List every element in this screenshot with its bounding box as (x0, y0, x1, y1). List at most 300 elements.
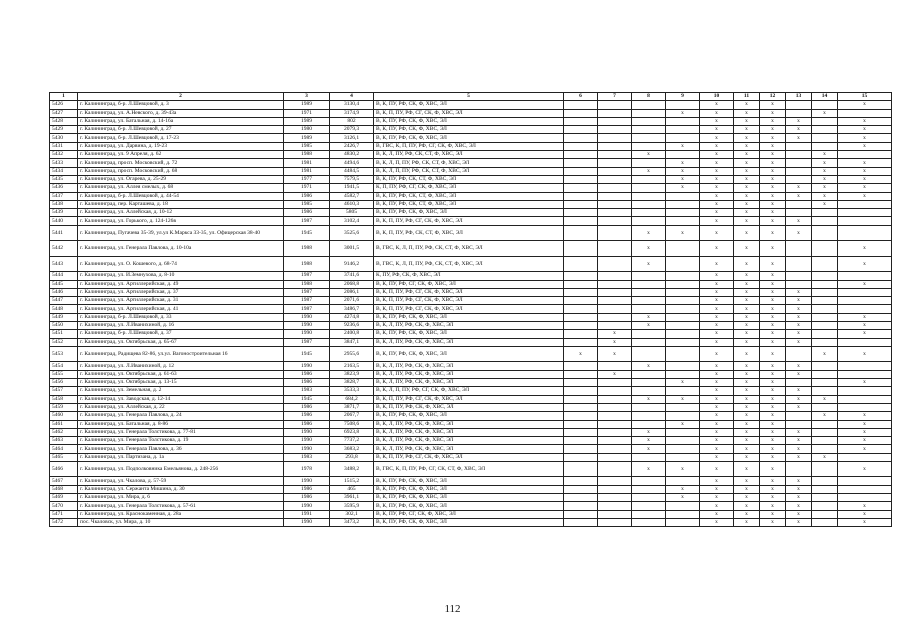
mark-cell-col-7 (598, 453, 632, 461)
mark-cell-col-11: x (734, 117, 760, 125)
mark-cell-col-7 (598, 159, 632, 167)
mark-cell-col-13 (786, 272, 812, 280)
year-cell: 1990 (284, 362, 330, 370)
address-cell: г. Калининград, Пугачева 35-39, ул.ул К.Маркса 33-35, ул. Офицерская 38-40 (78, 225, 284, 241)
area-cell: 3828,7 (330, 379, 374, 387)
mark-cell-col-10: x (700, 437, 734, 445)
mark-cell-col-10: x (700, 362, 734, 370)
mark-cell-col-12: x (760, 126, 786, 134)
mark-cell-col-14 (812, 428, 838, 436)
mark-cell-col-7 (598, 412, 632, 420)
mark-cell-col-9 (666, 256, 700, 272)
mark-cell-col-10: x (700, 387, 734, 395)
work-types-cell: В, К, Л, ПУ, РФ, СК, Ф, ХВС, ЭЛ (374, 370, 564, 378)
address-cell: г. Калининград, ул. Л.Иванихиной, д. 12 (78, 362, 284, 370)
mark-cell-col-7 (598, 184, 632, 192)
work-types-cell: В, К, ПУ, РФ, СК, Ф, ХВС, ЭЛ (374, 494, 564, 502)
mark-cell-col-12: x (760, 288, 786, 296)
mark-cell-col-11: x (734, 217, 760, 225)
mark-cell-col-9: x (666, 379, 700, 387)
mark-cell-col-11: x (734, 502, 760, 510)
address-cell: г. Калининград, ул. Мира, д. 6 (78, 494, 284, 502)
work-types-cell: В, ГВС, К, Л, П, ПУ, РФ, СК, СТ, Ф, ХВС, ЭЛ (374, 241, 564, 257)
mark-cell-col-13 (786, 346, 812, 362)
table-row (50, 272, 892, 280)
table-row (50, 485, 892, 493)
mark-cell-col-11: x (734, 445, 760, 453)
mark-cell-col-8: x (632, 225, 666, 241)
mark-cell-col-11: x (734, 485, 760, 493)
table-row (50, 346, 892, 362)
mark-cell-col-13: x (786, 510, 812, 518)
mark-cell-col-8 (632, 159, 666, 167)
work-types-cell: В, К, Л, П, ПУ, РФ, СК, СТ, Ф, ХВС, ЭЛ (374, 167, 564, 175)
work-types-cell: В, К, ПУ, РФ, СК, Ф, ХВС, ЭЛ (374, 412, 564, 420)
area-cell: 3525,6 (330, 225, 374, 241)
mark-cell-col-6 (564, 288, 598, 296)
column-header-1: 1 (50, 93, 78, 101)
mark-cell-col-8 (632, 117, 666, 125)
mark-cell-col-6 (564, 330, 598, 338)
mark-cell-col-10: x (700, 330, 734, 338)
mark-cell-col-14 (812, 288, 838, 296)
address-cell: пос. Чкаловск, ул. Мира, д. 10 (78, 518, 284, 526)
mark-cell-col-6 (564, 159, 598, 167)
table-body (50, 101, 892, 527)
area-cell: 3001,5 (330, 241, 374, 257)
mark-cell-col-15: x (838, 518, 892, 526)
mark-cell-col-11: x (734, 387, 760, 395)
table-row (50, 322, 892, 330)
mark-cell-col-7: x (598, 346, 632, 362)
work-types-cell: В, К, ПУ, РФ, СК, Ф, ХВС, ЭЛ (374, 313, 564, 321)
mark-cell-col-15 (838, 453, 892, 461)
area-cell: 2067,7 (330, 412, 374, 420)
mark-cell-col-13 (786, 151, 812, 159)
area-cell: 2163,5 (330, 362, 374, 370)
year-cell: 1988 (284, 151, 330, 159)
mark-cell-col-7 (598, 192, 632, 200)
year-cell: 1971 (284, 184, 330, 192)
mark-cell-col-12: x (760, 379, 786, 387)
mark-cell-col-9 (666, 134, 700, 142)
address-cell: г. Калининград, ул. Подполковника Емельянова, д. 248-256 (78, 461, 284, 477)
row-number-cell: 5453 (50, 346, 78, 362)
mark-cell-col-13 (786, 241, 812, 257)
row-number-cell: 5438 (50, 200, 78, 208)
address-cell: г. Калининград, ул. Октябрьская, д. 13-15 (78, 379, 284, 387)
mark-cell-col-7 (598, 387, 632, 395)
mark-cell-col-13 (786, 101, 812, 109)
mark-cell-col-13: x (786, 217, 812, 225)
row-number-cell: 5462 (50, 428, 78, 436)
mark-cell-col-7 (598, 200, 632, 208)
mark-cell-col-14: x (812, 346, 838, 362)
column-header-14: 14 (812, 93, 838, 101)
area-cell: 4494,6 (330, 159, 374, 167)
mark-cell-col-15 (838, 338, 892, 346)
mark-cell-col-7 (598, 305, 632, 313)
mark-cell-col-6: x (564, 346, 598, 362)
mark-cell-col-12: x (760, 485, 786, 493)
row-number-cell: 5456 (50, 379, 78, 387)
work-types-cell: В, К, П, ПУ, РФ, СГ, СК, Ф, ХВС, ЭЛ (374, 297, 564, 305)
row-number-cell: 5433 (50, 159, 78, 167)
mark-cell-col-6 (564, 370, 598, 378)
address-cell: г. Калининград, ул. Артиллерийская, д. 31 (78, 297, 284, 305)
mark-cell-col-12: x (760, 330, 786, 338)
row-number-cell: 5447 (50, 297, 78, 305)
area-cell: 4484,5 (330, 167, 374, 175)
row-number-cell: 5460 (50, 412, 78, 420)
work-types-cell: В, К, ПУ, РФ, СК, СТ, Ф, ХВС, ЭЛ (374, 175, 564, 183)
mark-cell-col-12: x (760, 109, 786, 117)
mark-cell-col-11: x (734, 494, 760, 502)
mark-cell-col-12: x (760, 322, 786, 330)
area-cell: 2071,6 (330, 297, 374, 305)
table-row (50, 241, 892, 257)
mark-cell-col-10: x (700, 322, 734, 330)
mark-cell-col-15 (838, 217, 892, 225)
mark-cell-col-10: x (700, 494, 734, 502)
mark-cell-col-15: x (838, 134, 892, 142)
row-number-cell: 5451 (50, 330, 78, 338)
mark-cell-col-13 (786, 159, 812, 167)
mark-cell-col-9 (666, 151, 700, 159)
address-cell: г. Калининград, ул. Батальная, д. 8-86 (78, 420, 284, 428)
mark-cell-col-6 (564, 437, 598, 445)
mark-cell-col-14 (812, 280, 838, 288)
work-types-cell: В, К, П, ПУ, РФ, СК, Ф, ХВС, ЭЛ (374, 403, 564, 411)
mark-cell-col-14 (812, 272, 838, 280)
area-cell: 302,1 (330, 510, 374, 518)
table-row (50, 477, 892, 485)
mark-cell-col-11: x (734, 192, 760, 200)
year-cell: 1986 (284, 403, 330, 411)
area-cell: 7508,6 (330, 420, 374, 428)
mark-cell-col-11: x (734, 518, 760, 526)
work-types-cell: В, К, ПУ, РФ, СГ, СК, Ф, ХВС, ЭЛ (374, 280, 564, 288)
address-cell: г. Калининград, ул. О. Кошевого, д. 68-74 (78, 256, 284, 272)
mark-cell-col-14 (812, 209, 838, 217)
year-cell: 1991 (284, 510, 330, 518)
mark-cell-col-12: x (760, 280, 786, 288)
mark-cell-col-12: x (760, 297, 786, 305)
mark-cell-col-6 (564, 395, 598, 403)
year-cell: 1987 (284, 297, 330, 305)
area-cell: 6923,8 (330, 428, 374, 436)
table-row (50, 101, 892, 109)
area-cell: 5805 (330, 209, 374, 217)
work-types-cell: В, К, ПУ, РФ, СК, СТ, Ф, ХВС, ЭЛ (374, 200, 564, 208)
mark-cell-col-14: x (812, 395, 838, 403)
area-cell: 684,2 (330, 395, 374, 403)
mark-cell-col-11: x (734, 437, 760, 445)
mark-cell-col-10: x (700, 192, 734, 200)
area-cell: 3741,6 (330, 272, 374, 280)
mark-cell-col-12: x (760, 256, 786, 272)
mark-cell-col-11: x (734, 134, 760, 142)
mark-cell-col-9 (666, 297, 700, 305)
work-types-cell: В, К, П, ПУ, РФ, СК, СТ, Ф, ХВС, ЭЛ (374, 225, 564, 241)
mark-cell-col-15 (838, 305, 892, 313)
mark-cell-col-6 (564, 420, 598, 428)
mark-cell-col-13: x (786, 395, 812, 403)
mark-cell-col-10: x (700, 346, 734, 362)
table-row (50, 280, 892, 288)
table-row (50, 461, 892, 477)
mark-cell-col-11: x (734, 330, 760, 338)
mark-cell-col-10: x (700, 518, 734, 526)
mark-cell-col-12: x (760, 510, 786, 518)
work-types-cell: В, К, Л, П, ПУ, РФ, СГ, СК, Ф, ХВС, ЭЛ (374, 387, 564, 395)
repair-register-table (49, 92, 892, 527)
mark-cell-col-8 (632, 420, 666, 428)
year-cell: 1989 (284, 134, 330, 142)
mark-cell-col-8 (632, 305, 666, 313)
mark-cell-col-8 (632, 477, 666, 485)
work-types-cell: В, ГВС, К, П, ПУ, РФ, СГ, СК, Ф, ХВС, ЭЛ (374, 142, 564, 150)
mark-cell-col-10: x (700, 151, 734, 159)
mark-cell-col-15 (838, 272, 892, 280)
mark-cell-col-8 (632, 200, 666, 208)
work-types-cell: В, К, ПУ, РФ, СК, Ф, ХВС, ЭЛ (374, 101, 564, 109)
year-cell: 1978 (284, 461, 330, 477)
page-number: 112 (444, 603, 461, 615)
mark-cell-col-13 (786, 461, 812, 477)
row-number-cell: 5449 (50, 313, 78, 321)
column-header-8: 8 (632, 93, 666, 101)
mark-cell-col-7 (598, 117, 632, 125)
mark-cell-col-8 (632, 192, 666, 200)
row-number-cell: 5454 (50, 362, 78, 370)
mark-cell-col-14 (812, 379, 838, 387)
table-row (50, 437, 892, 445)
mark-cell-col-14 (812, 420, 838, 428)
mark-cell-col-13: x (786, 485, 812, 493)
mark-cell-col-14 (812, 142, 838, 150)
mark-cell-col-13 (786, 109, 812, 117)
mark-cell-col-11: x (734, 175, 760, 183)
area-cell: 3683,2 (330, 445, 374, 453)
row-number-cell: 5429 (50, 126, 78, 134)
mark-cell-col-10: x (700, 280, 734, 288)
year-cell: 1990 (284, 330, 330, 338)
mark-cell-col-7 (598, 379, 632, 387)
mark-cell-col-10: x (700, 485, 734, 493)
mark-cell-col-11: x (734, 362, 760, 370)
mark-cell-col-13: x (786, 518, 812, 526)
address-cell: г. Калининград, ул. Артиллерийская, д. 49 (78, 280, 284, 288)
year-cell: 1989 (284, 101, 330, 109)
address-cell: г. Калининград, ул. Генерала Толстикова, д. 77-81 (78, 428, 284, 436)
mark-cell-col-8: x (632, 167, 666, 175)
mark-cell-col-14 (812, 510, 838, 518)
mark-cell-col-7 (598, 217, 632, 225)
mark-cell-col-13: x (786, 338, 812, 346)
table-row (50, 510, 892, 518)
mark-cell-col-9 (666, 453, 700, 461)
work-types-cell: В, К, ПУ, РФ, СК, Ф, ХВС, ЭЛ (374, 485, 564, 493)
mark-cell-col-6 (564, 175, 598, 183)
mark-cell-col-14 (812, 387, 838, 395)
address-cell: г. Калининград, ул. И.Земнухова, д. 8-10 (78, 272, 284, 280)
mark-cell-col-15: x (838, 175, 892, 183)
year-cell: 1986 (284, 209, 330, 217)
mark-cell-col-13: x (786, 288, 812, 296)
work-types-cell: В, К, ПУ, РФ, СК, Ф, ХВС, ЭЛ (374, 117, 564, 125)
mark-cell-col-10: x (700, 445, 734, 453)
address-cell: г. Калининград, ул. Артиллерийская, д. 41 (78, 305, 284, 313)
mark-cell-col-7: x (598, 338, 632, 346)
mark-cell-col-12: x (760, 412, 786, 420)
mark-cell-col-11: x (734, 256, 760, 272)
address-cell: г. Калининград, б-р. Л.Шевцовой, д. 17-23 (78, 134, 284, 142)
mark-cell-col-15: x (838, 192, 892, 200)
address-cell: г. Калининград, ул. Краснокаменная, д. 28а (78, 510, 284, 518)
mark-cell-col-13: x (786, 370, 812, 378)
row-number-cell: 5448 (50, 305, 78, 313)
mark-cell-col-6 (564, 322, 598, 330)
year-cell: 1986 (284, 379, 330, 387)
address-cell: г. Калининград, ул. Октябрьская, д. 61-63 (78, 370, 284, 378)
mark-cell-col-13 (786, 420, 812, 428)
mark-cell-col-9 (666, 200, 700, 208)
mark-cell-col-7 (598, 313, 632, 321)
mark-cell-col-7 (598, 502, 632, 510)
address-cell: г. Калининград, б-р. Л.Шевцовой, д. 3 (78, 101, 284, 109)
mark-cell-col-7 (598, 109, 632, 117)
mark-cell-col-12: x (760, 151, 786, 159)
mark-cell-col-9: x (666, 420, 700, 428)
mark-cell-col-9 (666, 280, 700, 288)
mark-cell-col-6 (564, 225, 598, 241)
mark-cell-col-14: x (812, 412, 838, 420)
mark-cell-col-9: x (666, 184, 700, 192)
mark-cell-col-12: x (760, 387, 786, 395)
mark-cell-col-6 (564, 445, 598, 453)
table-row (50, 420, 892, 428)
area-cell: 3533,3 (330, 387, 374, 395)
mark-cell-col-6 (564, 502, 598, 510)
mark-cell-col-13: x (786, 126, 812, 134)
mark-cell-col-14: x (812, 167, 838, 175)
mark-cell-col-10: x (700, 272, 734, 280)
mark-cell-col-6 (564, 518, 598, 526)
mark-cell-col-12: x (760, 370, 786, 378)
year-cell: 1986 (284, 494, 330, 502)
mark-cell-col-6 (564, 151, 598, 159)
table-row (50, 379, 892, 387)
mark-cell-col-9 (666, 288, 700, 296)
row-number-cell: 5439 (50, 209, 78, 217)
row-number-cell: 5472 (50, 518, 78, 526)
mark-cell-col-12: x (760, 445, 786, 453)
table-row (50, 209, 892, 217)
mark-cell-col-12: x (760, 420, 786, 428)
mark-cell-col-12: x (760, 192, 786, 200)
table-row (50, 142, 892, 150)
row-number-cell: 5443 (50, 256, 78, 272)
mark-cell-col-12: x (760, 362, 786, 370)
mark-cell-col-11: x (734, 272, 760, 280)
mark-cell-col-11: x (734, 280, 760, 288)
work-types-cell: В, К, Л, ПУ, РФ, СК, Ф, ХВС, ЭЛ (374, 322, 564, 330)
mark-cell-col-15 (838, 395, 892, 403)
mark-cell-col-13: x (786, 330, 812, 338)
mark-cell-col-8 (632, 209, 666, 217)
mark-cell-col-9 (666, 209, 700, 217)
mark-cell-col-7 (598, 101, 632, 109)
work-types-cell: В, К, Л, П, ПУ, РФ, СК, СТ, Ф, ХВС, ЭЛ (374, 159, 564, 167)
mark-cell-col-14: x (812, 159, 838, 167)
mark-cell-col-8: x (632, 395, 666, 403)
mark-cell-col-7 (598, 362, 632, 370)
row-number-cell: 5428 (50, 117, 78, 125)
mark-cell-col-11: x (734, 428, 760, 436)
mark-cell-col-9 (666, 518, 700, 526)
mark-cell-col-7 (598, 403, 632, 411)
mark-cell-col-9 (666, 477, 700, 485)
year-cell: 1986 (284, 192, 330, 200)
mark-cell-col-7 (598, 175, 632, 183)
mark-cell-col-15: x (838, 184, 892, 192)
mark-cell-col-13: x (786, 184, 812, 192)
mark-cell-col-11: x (734, 338, 760, 346)
mark-cell-col-13 (786, 256, 812, 272)
mark-cell-col-10: x (700, 101, 734, 109)
mark-cell-col-9 (666, 428, 700, 436)
area-cell: 3174,9 (330, 109, 374, 117)
address-cell: г. Калининград, ул. Партизана, д. 1а (78, 453, 284, 461)
row-number-cell: 5464 (50, 445, 78, 453)
register-table-wrap (49, 92, 868, 527)
mark-cell-col-12: x (760, 225, 786, 241)
mark-cell-col-15 (838, 485, 892, 493)
mark-cell-col-7 (598, 428, 632, 436)
mark-cell-col-7 (598, 510, 632, 518)
mark-cell-col-10: x (700, 225, 734, 241)
mark-cell-col-15: x (838, 117, 892, 125)
work-types-cell: В, К, Л, ПУ, РФ, СК, Ф, ХВС, ЭЛ (374, 362, 564, 370)
table-row (50, 297, 892, 305)
mark-cell-col-13: x (786, 313, 812, 321)
mark-cell-col-7 (598, 485, 632, 493)
mark-cell-col-7 (598, 126, 632, 134)
mark-cell-col-8: x (632, 437, 666, 445)
work-types-cell: В, ГВС, К, Л, П, ПУ, РФ, СК, СТ, Ф, ХВС, ЭЛ (374, 256, 564, 272)
mark-cell-col-12: x (760, 346, 786, 362)
mark-cell-col-6 (564, 241, 598, 257)
mark-cell-col-7 (598, 288, 632, 296)
mark-cell-col-6 (564, 167, 598, 175)
column-header-11: 11 (734, 93, 760, 101)
mark-cell-col-15 (838, 151, 892, 159)
year-cell: 1985 (284, 200, 330, 208)
table-row (50, 151, 892, 159)
address-cell: г. Калининград, ул. Генерала Толстикова, д. 19 (78, 437, 284, 445)
work-types-cell: В, К, ПУ, РФ, СК, Ф, ХВС, ЭЛ (374, 209, 564, 217)
mark-cell-col-9 (666, 241, 700, 257)
mark-cell-col-9 (666, 117, 700, 125)
year-cell: 1990 (284, 428, 330, 436)
mark-cell-col-8 (632, 403, 666, 411)
column-header-2: 2 (78, 93, 284, 101)
mark-cell-col-7 (598, 241, 632, 257)
mark-cell-col-14: x (812, 192, 838, 200)
mark-cell-col-6 (564, 428, 598, 436)
address-cell: г. Калининград, ул. Сержанта Мишина, д. 30 (78, 485, 284, 493)
